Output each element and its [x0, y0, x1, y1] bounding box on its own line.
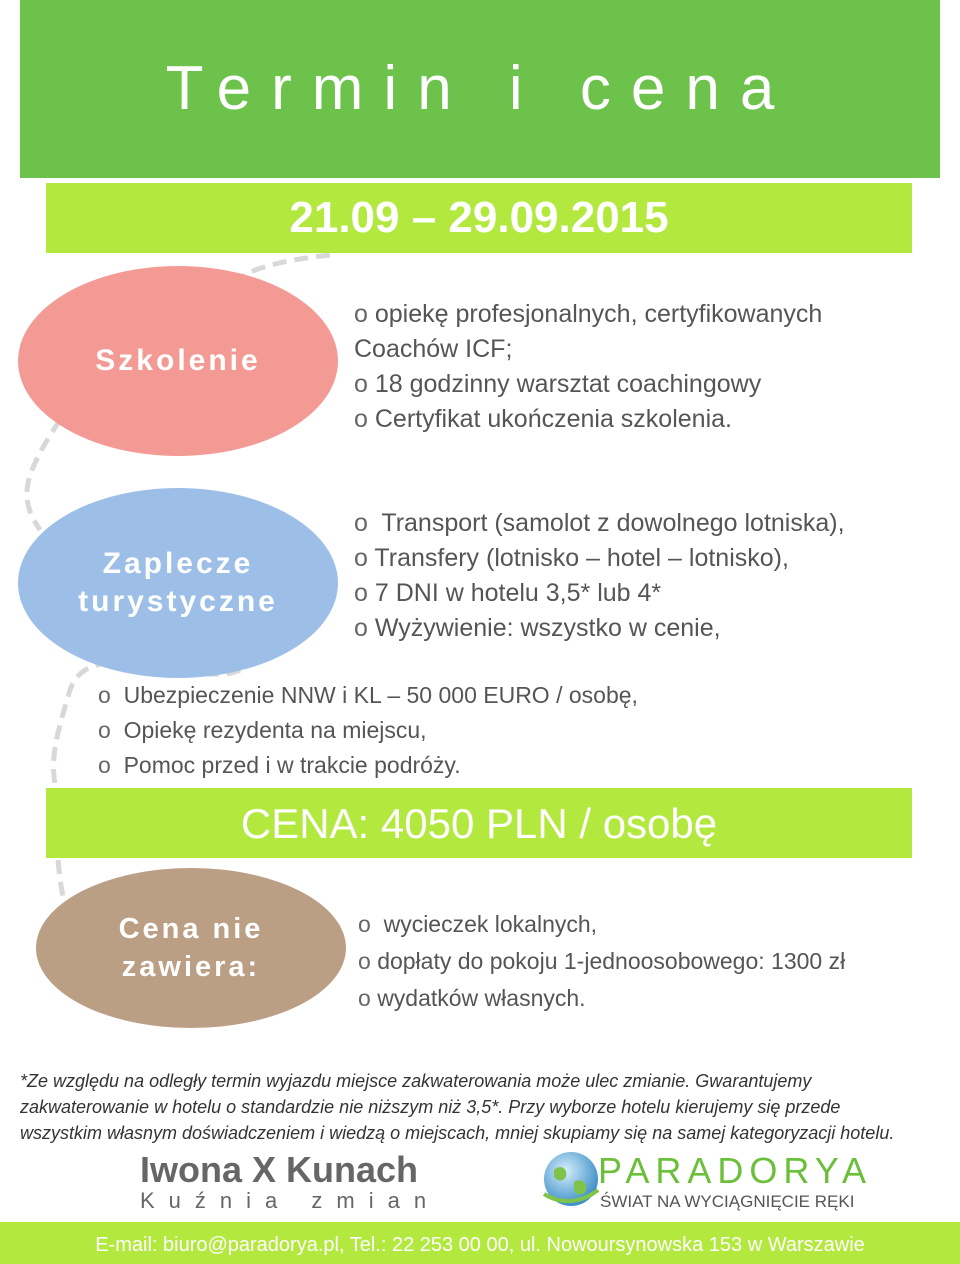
page-title: Termin i cena [165, 54, 795, 123]
list-item: o Pomoc przed i w trakcie podróży. [98, 752, 461, 778]
list-item: o wydatków własnych. [358, 985, 586, 1011]
list-item: o 7 DNI w hotelu 3,5* lub 4* [354, 579, 662, 607]
list-item: o Opiekę rezydenta na miejscu, [98, 717, 427, 743]
training-label: Szkolenie [95, 344, 261, 377]
list-item: o Ubezpieczenie NNW i KL – 50 000 EURO / osobę, [98, 682, 638, 708]
author-name: Iwona X Kunach [140, 1149, 419, 1190]
tourism-label-line2: turystyczne [78, 585, 278, 618]
tourism-list [354, 506, 944, 646]
date-range: 21.09 – 29.09.2015 [289, 193, 669, 242]
excluded-label-line2: zawiera: [121, 951, 261, 983]
globe-icon [540, 1148, 602, 1210]
excluded-circle [36, 868, 346, 1028]
training-list [354, 297, 944, 437]
list-item: o Certyfikat ukończenia szkolenia. [354, 405, 732, 433]
excluded-label-line1: Cena nie [118, 913, 264, 945]
tourism-circle [18, 488, 338, 678]
list-item: o wycieczek lokalnych, [358, 911, 598, 937]
list-item: o Wyżywienie: wszystko w cenie, [354, 614, 721, 642]
price-text: CENA: 4050 PLN / osobę [240, 800, 718, 847]
list-item: o opiekę profesjonalnych, certyfikowanych [354, 300, 823, 328]
footer-contact: E-mail: biuro@paradorya.pl, Tel.: 22 253 00 00, ul. Nowoursynowska 153 w Warszawie [95, 1234, 865, 1256]
list-item: o 18 godzinny warsztat coachingowy [354, 370, 762, 398]
logo-tagline: ŚWIAT NA WYCIĄGNIĘCIE RĘKI [600, 1192, 855, 1211]
list-item: o Transfery (lotnisko – hotel – lotnisko), [354, 544, 789, 572]
footnote: *Ze względu na odległy termin wyjazdu miejsce zakwaterowania może ulec zmianie. Gwarantujemy zakwaterowanie w hotelu o standardzie nie niższym niż 3,5*. Przy wyborze hotelu kierujemy się przede wszystkim własnym doświadczeniem i wiedzą o miejscach, mniej skupiamy się na samej kategoryzacji hotelu. [20, 1071, 895, 1143]
list-item: Coachów ICF; [354, 335, 513, 363]
extras-list [98, 678, 918, 783]
tourism-label-line1: Zaplecze [102, 547, 254, 580]
logo-name: PARADORYA [598, 1150, 873, 1191]
training-circle [18, 266, 338, 456]
list-item: o Transport (samolot z dowolnego lotniska), [354, 509, 845, 537]
list-item: o dopłaty do pokoju 1-jednoosobowego: 1300 zł [358, 948, 846, 974]
author-tagline: Kuźnia zmian [140, 1188, 441, 1213]
excluded-list [358, 906, 948, 1017]
